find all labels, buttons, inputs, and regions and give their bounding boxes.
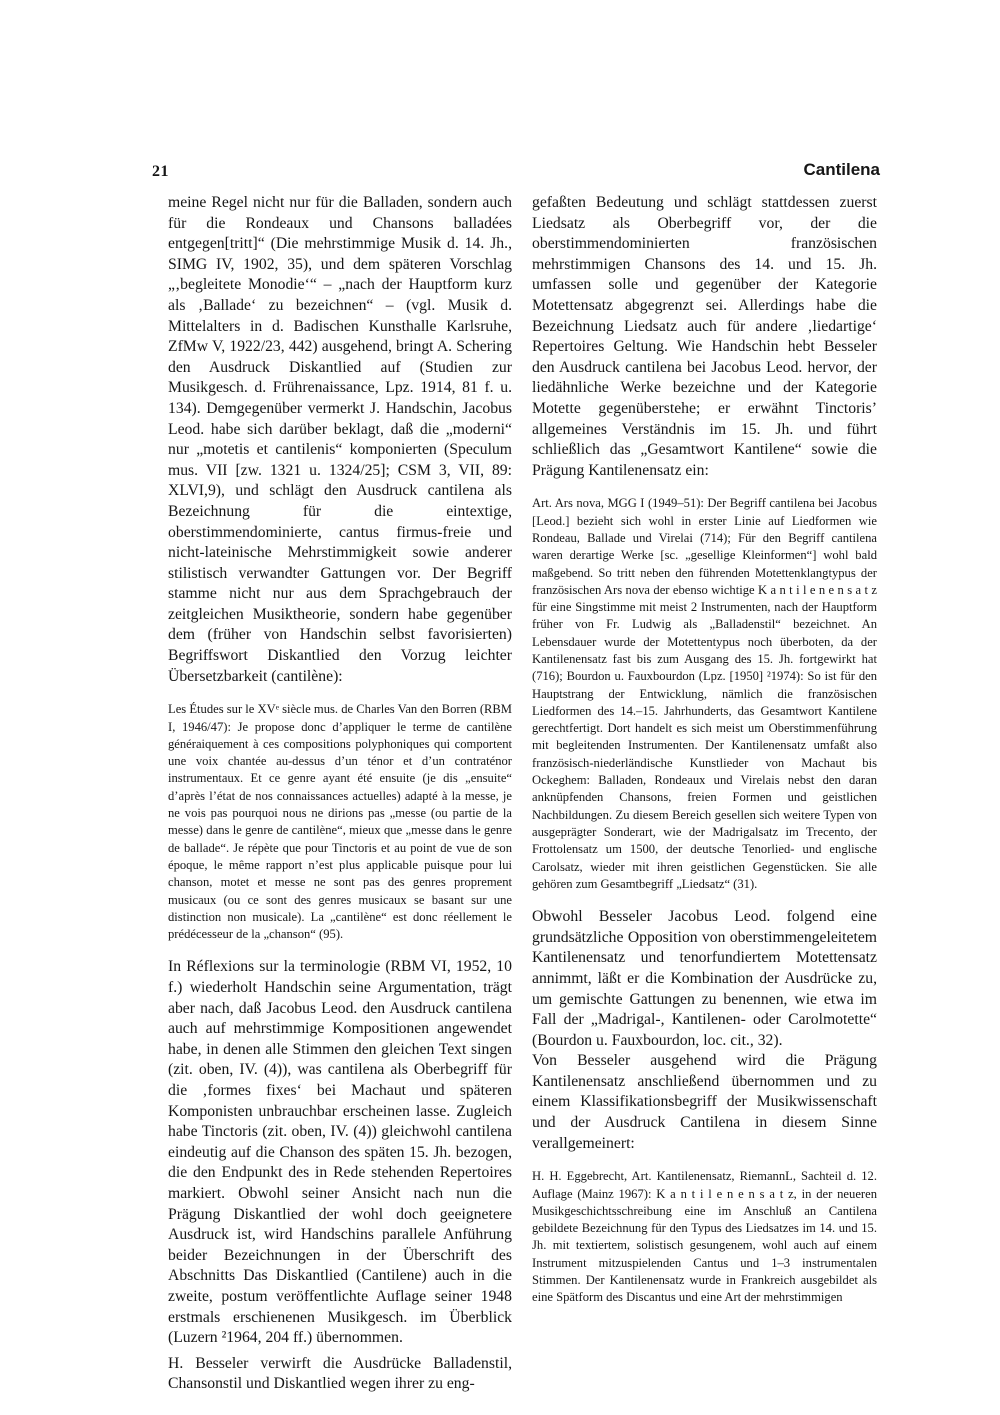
body-paragraph-1: meine Regel nicht nur für die Balladen, sondern auch für die Rondeaux und Chansons balladées entgegen[tritt]“ (Die mehrstimmige Musik d. 14. Jh., SIMG IV, 1902, 35), und dem späteren Vorschlag „‚begleitete Monodie‘“ – „nach der Hauptform kurz als ‚Ballade‘ zu bezeichnen“ – (vgl. Musik d. Mittelalters in d. Badischen Kunsthalle Karlsruhe, ZfMw V, 1922/23, 442) ausgehend, bringt A. Schering den Ausdruck Diskantlied auf (Studien zur Musikgesch. d. Frührenaissance, Lpz. 1914, 81 f. u. 134). Demgegenüber vermerkt J. Handschin, Jacobus Leod. habe sich darüber beklagt, daß die „moderni“ nur „motetis et cantilenis“ komponierten (Speculum mus. VII [zw. 1321 u. 1324/25]; CSM 3, VII, 89: XLVI,9), und schlägt den Ausdruck cantilena als Bezeichnung für die eintextige, oberstimmendominierte, cantus firmus-freie und nicht-lateinische Mehrstimmigkeit sowie anderer stilistisch verwandter Gattungen vor. Der Begriff stamme nicht nur aus dem Sprachgebrauch der zeitgleichen Musiktheorie, sondern habe gegenüber dem (früher von Handschin selbst favorisierten) Begriffswort Diskantlied den Vorzug leichter Übersetzbarkeit (cantilène): bbox=[168, 194, 512, 685]
left-column bbox=[168, 193, 512, 1395]
page-number: 21 bbox=[152, 163, 169, 180]
right-column bbox=[532, 193, 877, 1307]
body-paragraph-6: Von Besseler ausgehend wird die Prägung Kantilenensatz anschließend übernommen und zu einem Klassifikationsbegriff der Musikwissenschaft und der Ausdruck Cantilena in diesem Sinne verallgemeinert: bbox=[532, 1052, 877, 1152]
body-paragraph-5: Obwohl Besseler Jacobus Leod. folgend eine grundsätzliche Opposition von oberstimmengeleitetem Kantilenensatz und tenorfundiertem Motettensatz annimmt, läßt er die Kombination der Ausdrücke zu, um gemischte Gattungen zu benennen, wie etwa im Fall der „Madrigal-, Kantilenen- oder Carolmotette“ (Bourdon u. Fauxbourdon, loc. cit., 32). bbox=[532, 908, 877, 1049]
body-paragraph-2: In Réflexions sur la terminologie (RBM VI, 1952, 10 f.) wiederholt Handschin seine Argumentation, trägt aber nach, daß Jacobus Leod. den Ausdruck cantilena auch auf mehrstimmige Kompositionen angewendet habe, in denen alle Stimmen den gleichen Text singen (zit. oben, IV. (4)), was cantilena als Oberbegriff für die ‚formes fixes‘ bei Machaut und späteren Komponisten unbrauchbar erscheinen lasse. Zugleich habe Tinctoris (zit. oben, IV. (4)) gleichwohl cantilena eindeutig auf die Chanson des späten 15. Jh. bezogen, die den Endpunkt des in Rede stehenden Repertoires markiert. Obwohl seiner Ansicht nach nun die Prägung Diskantlied der wohl doch geeignetere Ausdruck ist, wird Handschins parallele Anführung beider Bezeichnungen in der Überschrift des Abschnitts Das Diskantlied (Cantilene) auch in die zweite, postum veröffentlichte Auflage seiner 1948 erstmals erschienenen Musikgesch. im Überblick (Luzern ²1964, 204 ff.) übernommen. bbox=[168, 958, 512, 1347]
quotation-eggebrecht: H. H. Eggebrecht, Art. Kantilenensatz, RiemannL, Sachteil d. 12. Auflage (Mainz 1967): K a n t i l e n e n s a t z, in der neueren Musikgeschichtsschreibung eine im Anschluß an Cantilena gebildete Bezeichnung für den Typus des Liedsatzes im 14. und 15. Jh. mit textiertem, solistisch gesungenem, wohl auch auf einem Instrument mitzuspielenden Cantus und 1–3 instrumentalen Stimmen. Der Kantilenensatz wurde in Frankreich ausgebildet als eine Spätform des Discantus und eine Art der mehrstimmigen bbox=[532, 1169, 877, 1305]
quotation-besseler: Art. Ars nova, MGG I (1949–51): Der Begriff cantilena bei Jacobus [Leod.] bezieht sich wohl in erster Linie auf Liedformen wie Rondeau, Ballade und Virelai (714); Für den Begriff cantilena waren derartige Werke [sc. „gesellige Kleinformen“] wohl bald maßgebend. So tritt neben den führenden Motettenklangtypus der französischen Ars nova der ebenso wichtige K a n t i l e n e n s a t z für eine Singstimme mit meist 2 Instrumenten, nach der Hauptform früher von Fr. Ludwig als „Balladenstil“ bezeichnet. An Lebensdauer wurde der Motettentypus noch überboten, da der Kantilenensatz fast bis zum Ausgang des 15. Jh. fortgewirkt hat (716); Bourdon u. Fauxbourdon (Lpz. [1950] ²1974): So ist für den Hauptstrang der Entwicklung, nämlich die französischen Liedformen des 14.–15. Jahrhunderts, das Gesamtwort Kantilene gerechtfertigt. Dort handelt es sich meist um Oberstimmenführung mit begleitenden Instrumenten. Der Kantilenensatz umfaßt also französisch-niederländische Kunstlieder von Machaut bis Ockeghem: Balladen, Rondeaux und Virelais nebst den daran anknüpfenden Chansons, freien Formen und geistlichen Nachbildungen. Zu diesem Bereich gesellen sich weitere Typen von ausgeprägter Sonderart, wie der Madrigalsatz im Trecento, der Frottolensatz um 1500, der deutsche Tenorlied- und englische Carolsatz, wieder mit ihren geistlichen Gegenstücken. Sie alle gehören zum Gesamtbegriff „Liedsatz“ (31). bbox=[532, 496, 877, 891]
body-paragraph-4: gefaßten Bedeutung und schlägt stattdessen zuerst Liedsatz als Oberbegriff vor, der die oberstimmendominierten französischen mehrstimmigen Chansons des 14. und 15. Jh. umfassen solle und gegenüber der Kategorie Motettensatz abgegrenzt sei. Allerdings habe die Bezeichnung Liedsatz auch für andere ‚liedartige‘ Repertoires Geltung. Wie Handschin hebt Besseler den Ausdruck cantilena bei Jacobus Leod. hervor, der liedähnliche Werke bezeichne und der Kategorie Motette gegenüberstehe; er erwähnt Tinctoris’ allgemeines Verständnis im 15. Jh. und führt schließlich das „Gesamtwort Kantilene“ sowie die Prägung Kantilenensatz ein: bbox=[532, 194, 877, 479]
body-paragraph-3: H. Besseler verwirft die Ausdrücke Balladenstil, Chansonstil und Diskantlied wegen ihrer zu eng- bbox=[168, 1354, 512, 1393]
running-head: Cantilena bbox=[803, 160, 880, 179]
quotation-van-den-borren: Les Études sur le XVᵉ siècle mus. de Charles Van den Borren (RBM I, 1946/47): Je propose donc d’appliquer le terme de cantilène généraiquement à ces compositions polyphoniques qui comportent une voix chantée au-dessus d’un ténor et d’un contraténor instrumentaux. Et ce genre ayant été ensuite (je dis „ensuite“ d’après l’état de nos connaissances actuelles) adapté à la messe, je ne vois pas pourquoi nous ne dirions pas „messe (ou partie de la messe) dans le genre de cantilène“, mieux que „messe dans le genre de ballade“. Je répète que pour Tinctoris et au point de vue de son époque, le même rapport n’est plus applicable puisque pour lui chanson, motet et messe ne sont pas des genres proprement musicaux (ou ce sont des genres musicaux se basant sur une distinction non musicale). La „cantilène“ est donc réellement le prédécesseur de la „chanson“ (95). bbox=[168, 702, 513, 942]
